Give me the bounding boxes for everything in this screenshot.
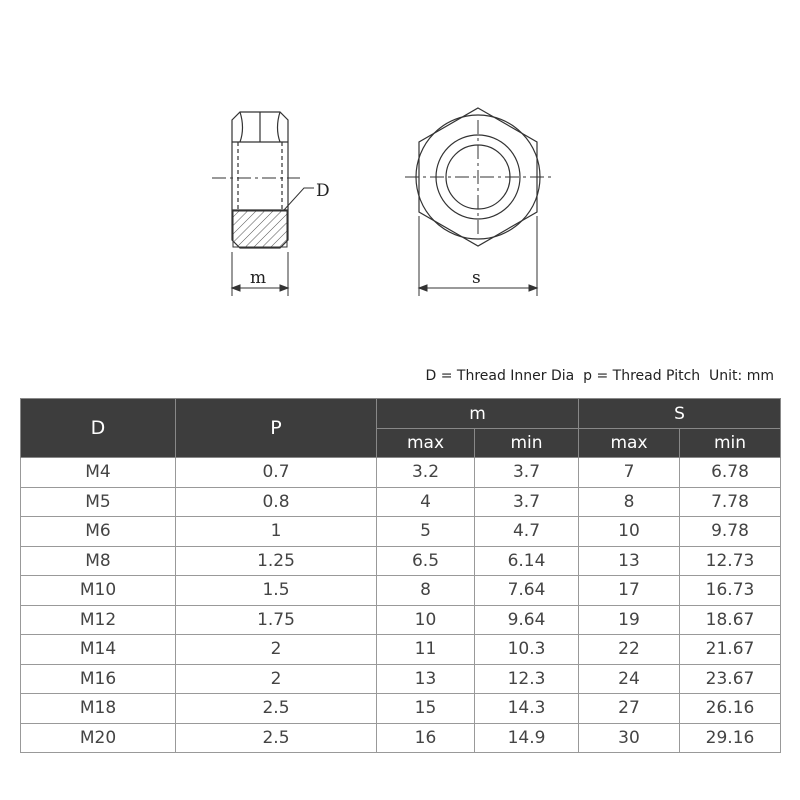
cell-p: 1.75: [176, 605, 377, 635]
cell-s-max: 19: [579, 605, 680, 635]
cell-d: M20: [21, 723, 176, 753]
table-row: [21, 605, 781, 635]
cell-m-min: 3.7: [475, 458, 579, 488]
table-row: [21, 694, 781, 724]
cell-m-max: 4: [377, 487, 475, 517]
header-s-min: min: [680, 429, 781, 458]
cell-s-max: 8: [579, 487, 680, 517]
cell-m-min: 6.14: [475, 546, 579, 576]
cell-m-min: 9.64: [475, 605, 579, 635]
cell-s-min: 18.67: [680, 605, 781, 635]
table-row: [21, 635, 781, 665]
cell-p: 2.5: [176, 723, 377, 753]
label-m: m: [250, 268, 267, 288]
cell-m-min: 3.7: [475, 487, 579, 517]
cell-s-max: 24: [579, 664, 680, 694]
cell-s-min: 6.78: [680, 458, 781, 488]
table-row: [21, 458, 781, 488]
cell-s-max: 27: [579, 694, 680, 724]
legend-text: D = Thread Inner Dia p = Thread Pitch Unit: mm: [425, 368, 774, 384]
cell-d: M4: [21, 458, 176, 488]
cell-d: M6: [21, 517, 176, 547]
section-hatch: [233, 211, 287, 247]
cell-d: M10: [21, 576, 176, 606]
cell-s-min: 7.78: [680, 487, 781, 517]
cell-m-max: 8: [377, 576, 475, 606]
cell-m-max: 3.2: [377, 458, 475, 488]
header-s: S: [579, 399, 781, 429]
label-d: D: [316, 181, 330, 201]
table-row: [21, 487, 781, 517]
cell-s-max: 10: [579, 517, 680, 547]
table-row: [21, 546, 781, 576]
cell-s-min: 16.73: [680, 576, 781, 606]
cell-m-max: 6.5: [377, 546, 475, 576]
cell-m-max: 11: [377, 635, 475, 665]
cell-m-min: 7.64: [475, 576, 579, 606]
header-d: D: [21, 399, 176, 458]
cell-d: M16: [21, 664, 176, 694]
cell-d: M12: [21, 605, 176, 635]
cell-d: M8: [21, 546, 176, 576]
cell-m-min: 10.3: [475, 635, 579, 665]
label-s: s: [472, 268, 481, 288]
cell-m-max: 5: [377, 517, 475, 547]
cell-m-max: 16: [377, 723, 475, 753]
cell-m-min: 4.7: [475, 517, 579, 547]
cell-s-max: 22: [579, 635, 680, 665]
cell-d: M5: [21, 487, 176, 517]
cell-s-max: 30: [579, 723, 680, 753]
cell-s-min: 12.73: [680, 546, 781, 576]
cell-m-min: 14.9: [475, 723, 579, 753]
cell-m-max: 15: [377, 694, 475, 724]
spec-table: [20, 398, 781, 753]
header-m: m: [377, 399, 579, 429]
header-s-max: max: [579, 429, 680, 458]
cell-m-max: 10: [377, 605, 475, 635]
cell-d: M14: [21, 635, 176, 665]
table-row: [21, 576, 781, 606]
table-row: [21, 664, 781, 694]
cell-m-min: 14.3: [475, 694, 579, 724]
cell-s-max: 13: [579, 546, 680, 576]
header-m-min: min: [475, 429, 579, 458]
cell-p: 1: [176, 517, 377, 547]
cell-p: 1.5: [176, 576, 377, 606]
cell-s-min: 23.67: [680, 664, 781, 694]
cell-p: 0.8: [176, 487, 377, 517]
cell-s-min: 9.78: [680, 517, 781, 547]
cell-d: M18: [21, 694, 176, 724]
table-row: [21, 723, 781, 753]
cell-p: 2: [176, 635, 377, 665]
cell-m-max: 13: [377, 664, 475, 694]
header-p: P: [176, 399, 377, 458]
cell-p: 1.25: [176, 546, 377, 576]
table-row: [21, 517, 781, 547]
hex-nut-drawing: [0, 0, 800, 310]
cell-s-min: 29.16: [680, 723, 781, 753]
cell-s-min: 21.67: [680, 635, 781, 665]
cell-s-max: 7: [579, 458, 680, 488]
cell-p: 2.5: [176, 694, 377, 724]
cell-s-min: 26.16: [680, 694, 781, 724]
cell-p: 0.7: [176, 458, 377, 488]
cell-p: 2: [176, 664, 377, 694]
cell-s-max: 17: [579, 576, 680, 606]
cell-m-min: 12.3: [475, 664, 579, 694]
header-m-max: max: [377, 429, 475, 458]
